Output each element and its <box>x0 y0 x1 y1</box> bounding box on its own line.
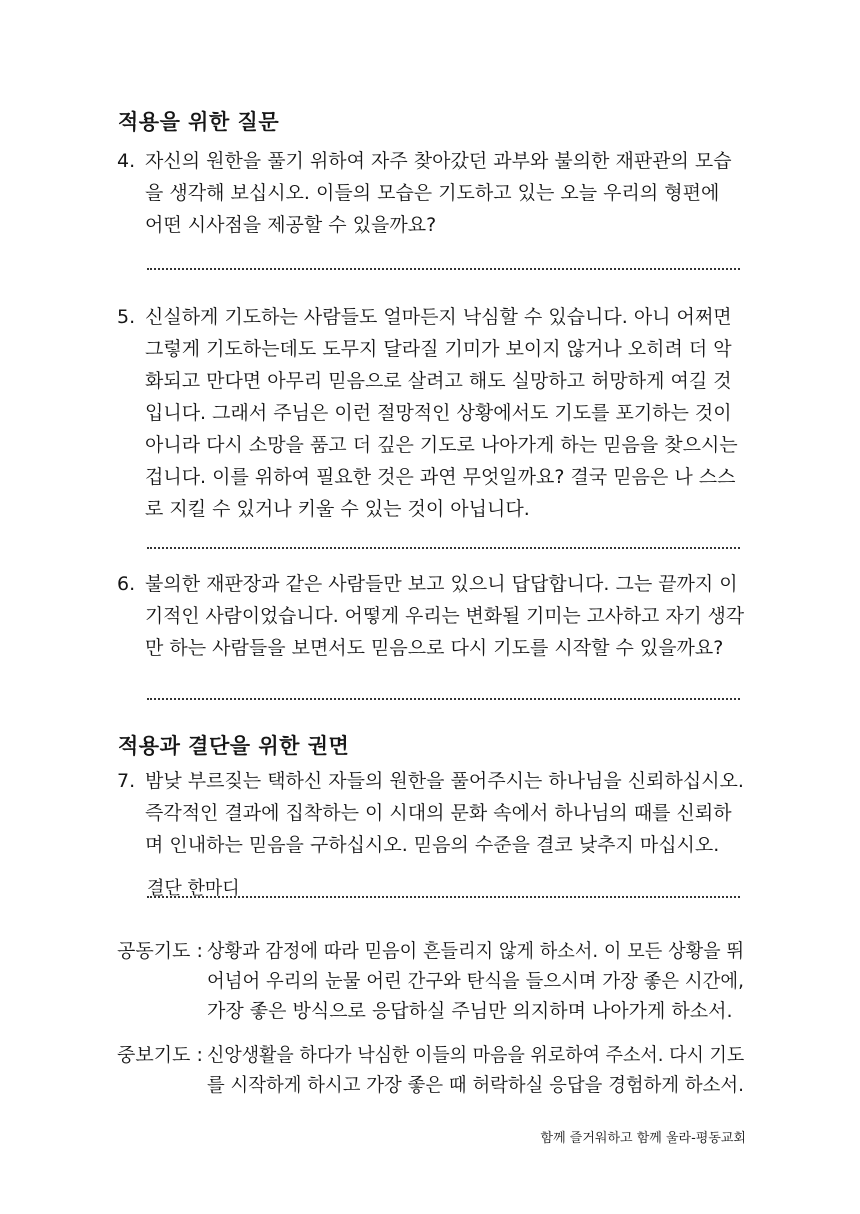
item-line: 밤낮 부르짖는 택하신 자들의 원한을 풀어주시는 하나님을 신뢰하십시오. <box>145 770 744 792</box>
answer-dotted-line <box>147 698 740 700</box>
section-heading-application: 적용과 결단을 위한 권면 <box>118 734 350 758</box>
question-line: 아니라 다시 소망을 품고 더 깊은 기도로 나아가게 하는 믿음을 찾으시는 <box>145 434 738 456</box>
prayer-line: 어넘어 우리의 눈물 어린 간구와 탄식을 들으시며 가장 좋은 시간에, <box>207 970 744 992</box>
question-line: 신실하게 기도하는 사람들도 얼마든지 낙심할 수 있습니다. 아니 어쩌면 <box>145 306 732 328</box>
section-heading-questions: 적용을 위한 질문 <box>118 110 280 134</box>
prayer-line: 신앙생활을 하다가 낙심한 이들의 마음을 위로하여 주소서. 다시 기도 <box>207 1044 745 1066</box>
question-line: 겁니다. 이를 위하여 필요한 것은 과연 무엇일까요? 결국 믿음은 나 스스 <box>145 466 736 488</box>
prayer-line: 가장 좋은 방식으로 응답하실 주님만 의지하며 나아가게 하소서. <box>207 1000 733 1022</box>
footer-text: 함께 즐거워하고 함께 울라-평동교회 <box>540 1131 746 1146</box>
question-line: 어떤 시사점을 제공할 수 있을까요? <box>145 214 437 236</box>
question-number: 5. <box>117 306 136 328</box>
question-line: 화되고 만다면 아무리 믿음으로 살려고 해도 실망하고 허망하게 여길 것 <box>145 370 732 392</box>
question-line: 만 하는 사람들을 보면서도 믿음으로 다시 기도를 시작할 수 있을까요? <box>145 637 724 659</box>
question-line: 기적인 사람이었습니다. 어떻게 우리는 변화될 기미는 고사하고 자기 생각 <box>145 605 744 627</box>
prayer-line: 상황과 감정에 따라 믿음이 흔들리지 않게 하소서. 이 모든 상황을 뛰 <box>207 940 744 962</box>
question-line: 그렇게 기도하는데도 도무지 달라질 기미가 보이지 않거나 오히려 더 악 <box>145 338 732 360</box>
item-line: 즉각적인 결과에 집착하는 이 시대의 문화 속에서 하나님의 때를 신뢰하 <box>145 802 732 824</box>
prayer-label: 중보기도 : <box>117 1044 203 1066</box>
question-line: 자신의 원한을 풀기 위하여 자주 찾아갔던 과부와 불의한 재판관의 모습 <box>145 150 732 172</box>
decision-dotted-line <box>147 896 740 898</box>
question-line: 을 생각해 보십시오. 이들의 모습은 기도하고 있는 오늘 우리의 형편에 <box>145 182 720 204</box>
answer-dotted-line <box>147 268 740 270</box>
item-number: 7. <box>117 770 136 792</box>
question-line: 로 지킬 수 있거나 키울 수 있는 것이 아닙니다. <box>145 498 530 520</box>
decision-label: 결단 한마디 <box>147 878 240 899</box>
item-line: 며 인내하는 믿음을 구하십시오. 믿음의 수준을 결코 낮추지 마십시오. <box>145 834 720 856</box>
question-number: 6. <box>117 573 136 595</box>
answer-dotted-line <box>147 547 740 549</box>
question-number: 4. <box>117 150 136 172</box>
question-line: 불의한 재판장과 같은 사람들만 보고 있으니 답답합니다. 그는 끝까지 이 <box>145 573 738 595</box>
question-line: 입니다. 그래서 주님은 이런 절망적인 상황에서도 기도를 포기하는 것이 <box>145 402 732 424</box>
prayer-line: 를 시작하게 하시고 가장 좋은 때 허락하실 응답을 경험하게 하소서. <box>207 1074 744 1096</box>
prayer-label: 공동기도 : <box>117 940 203 962</box>
